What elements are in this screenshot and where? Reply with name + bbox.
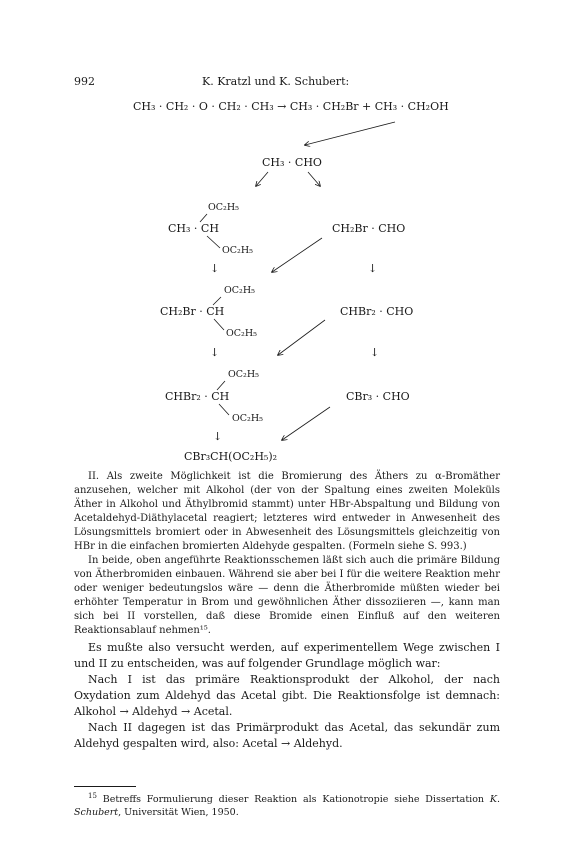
acetaldehyde-formula: CH₃ · CHO [262,156,322,169]
arrow-bromoaldehyde-to-acetal [272,238,322,272]
footnote-rule [74,786,136,787]
footnote-author: K. Schubert [74,794,500,819]
arrow-dibromoaldehyde-to-acetal [278,320,325,355]
acetal-1-formula: CH₃ · CH [168,222,219,235]
arrow-down-3: ↓ [210,346,220,359]
acetal-1-lower-ethoxy: OC₂H₅ [222,245,253,256]
footnote-text: Betreffs Formulierung dieser Reaktion als Kationotropie siehe Dissertation [96,794,490,806]
paragraph-mechanism-ii-sequence: Nach II dagegen ist das Primärprodukt das Acetal, das sekundär zum Aldehyd gespalten wird, also: Acetal → Aldehyd. [74,721,500,750]
paragraph-ether-bromides: In beide, oben angeführte Reaktionsschemen läßt sich auch die primäre Bildung von Ätherbromiden einbauen. Während sie aber bei I für die weitere Reaktion mehr oder weniger bedeutungslos wäre — denn die Ätherbromide müßten wieder bei erhöhter Temperatur in Brom und gewöhnlichen Äther dissoziieren —, kann man sich bei II vorstellen, daß diese Bromide einen Einfluß auf den weiteren Reaktionsablauf nehmen¹⁵. [74,555,500,636]
ether-cleavage-equation: CH₃ · CH₂ · O · CH₂ · CH₃ → CH₃ · CH₂Br + CH₃ · CH₂OH [133,100,449,113]
bromoacetaldehyde-formula: CH₂Br · CHO [332,222,406,235]
footnote [74,790,500,819]
footnote-marker: 15 [88,792,97,800]
paragraph-mechanism-ii: II. Als zweite Möglichkeit ist die Bromierung des Äthers zu α-Bromäther anzusehen, welcher mit Alkohol (der von der Spaltung eines zweiten Moleküls Äther in Alkohol und Äthylbromid stammt) unter HBr-Abspaltung und Bildung von Acetaldehyd-Diäthylacetal reagiert; letzteres wird entweder in Anwesenheit des Lösungsmittels bromiert oder in Abwesenheit des Lösungsmittels gleichzeitig von HBr in die einfachen bromierten Aldehyde gespalten. (Formeln siehe S. 993.) [74,471,500,552]
paragraph-experimental: Es mußte also versucht werden, auf experimentellem Wege zwischen I und II zu entscheiden, was auf folgender Grundlage möglich war: [74,641,500,670]
arrow-down-1: ↓ [210,262,220,275]
arrow-ethanol-to-aldehyde [305,122,395,145]
acetal-2-formula: CH₂Br · CH [160,305,225,318]
acetal-2-lower-ethoxy: OC₂H₅ [226,328,257,339]
body-text [74,470,500,752]
running-title: K. Kratzl und K. Schubert: [202,75,350,88]
arrow-down-5: ↓ [213,430,223,443]
acetal-3-lower-ethoxy: OC₂H₅ [232,413,263,424]
acetal-3-formula: CHBr₂ · CH [165,390,230,403]
paragraph-mechanism-i-sequence: Nach I ist das primäre Reaktionsprodukt der Alkohol, der nach Oxydation zum Aldehyd das Acetal gibt. Die Reaktionsfolge ist demnach: Alkohol → Aldehyd → Acetal. [74,673,500,718]
acetal-1-upper-ethoxy: OC₂H₅ [208,202,239,213]
page-number: 992 [74,75,95,88]
arrow-aldehyde-to-acetal [256,172,268,186]
acetal-3-upper-ethoxy: OC₂H₅ [228,369,259,380]
arrow-tribromoaldehyde-to-acetal [282,407,330,440]
final-acetal-formula: CBr₃CH(OC₂H₅)₂ [184,450,278,463]
tribromoacetaldehyde-formula: CBr₃ · CHO [346,390,410,403]
dibromoacetaldehyde-formula: CHBr₂ · CHO [340,305,414,318]
arrow-aldehyde-to-bromoaldehyde [308,172,320,186]
footnote-source: , Universität Wien, 1950. [118,807,239,819]
arrow-down-4: ↓ [370,346,380,359]
acetal-2-upper-ethoxy: OC₂H₅ [224,285,255,296]
arrow-down-2: ↓ [368,262,378,275]
